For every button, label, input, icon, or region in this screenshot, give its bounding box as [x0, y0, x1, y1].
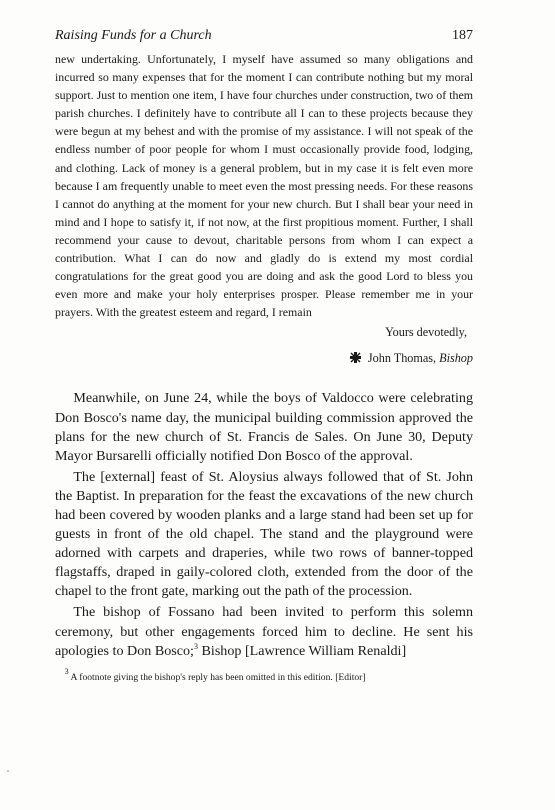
body-paragraph — [55, 603, 473, 660]
running-title: Raising Funds for a Church — [55, 28, 212, 43]
page-number: 187 — [452, 28, 473, 43]
scan-speck — [7, 770, 9, 772]
book-page — [55, 28, 473, 684]
signature-name: John Thomas, — [367, 351, 440, 366]
letter-closing: Yours devotedly, — [385, 325, 467, 340]
body-paragraph: The [external] feast of St. Aloysius always followed that of St. John the Baptist. In preparation for the feast the excavations of the new church had been covered by wooden planks and a large stand had been set up for guests in front of the old chapel. The stand and the playground were adorned with carpets and draperies, while two rows of banner-topped flagstaffs, draped in gaily-colored cloth, extended from the door of the chapel to the front gate, marking out the path of the procession. — [55, 468, 473, 600]
body-paragraph: Meanwhile, on June 24, while the boys of Valdocco were celebrating Don Bosco's name day, the municipal building commission approved the plans for the new church of St. Francis de Sales. On June 30, Deputy Mayor Bursarelli officially notified Don Bosco of the approval. — [55, 390, 473, 464]
body-paragraph-text: Bishop [Lawrence William Renaldi] — [197, 642, 407, 659]
signature-title: Bishop — [439, 351, 473, 366]
letter-paragraph: new undertaking. Unfortunately, I myself have assumed so many obligations and incurred so many expenses that for the moment I can contribute nothing but my moral support. Just to mention one item, I have four churches under construction, two of them parish churches. I definitely have to contribute all I can to these projects because they were begun at my behest and with the promise of my assistance. I will not speak of the endless number of poor people for whom I must occasionally provide food, lodging, and clothing. Lack of money is a general problem, but in my case it is felt even more because I am frequently unable to meet even the most pressing needs. For these reasons I cannot do anything at the moment for your new church. But I shall bear your need in mind and I hope to satisfy it, if not now, at the first propitious moment. Further, I shall recommend your cause to devout, charitable persons from whom I can expect a contribution. What I can do now and gladly do is extend my most cordial congratulations for the great good you are doing and ask the good Lord to bless you even more and make your holy enterprises prosper. Please remember me in your prayers. With the greatest esteem and regard, I remain — [55, 52, 473, 320]
body-text — [55, 389, 473, 660]
body-paragraph-text: The bishop of Fossano had been invited to perform this solemn ceremony, but other engagements forced him to decline. He sent his apologies to Don Bosco; — [55, 604, 473, 659]
footnote-marker: 3 — [64, 666, 69, 676]
letter-signature — [55, 349, 473, 367]
quoted-letter — [55, 50, 473, 367]
footnote-text: A footnote giving the bishop's reply has been omitted in this edition. [Editor] — [68, 671, 366, 683]
footnote — [55, 666, 473, 684]
running-head — [55, 28, 473, 48]
footnote-reference: 3 — [193, 641, 198, 651]
episcopal-cross-icon — [350, 352, 361, 363]
